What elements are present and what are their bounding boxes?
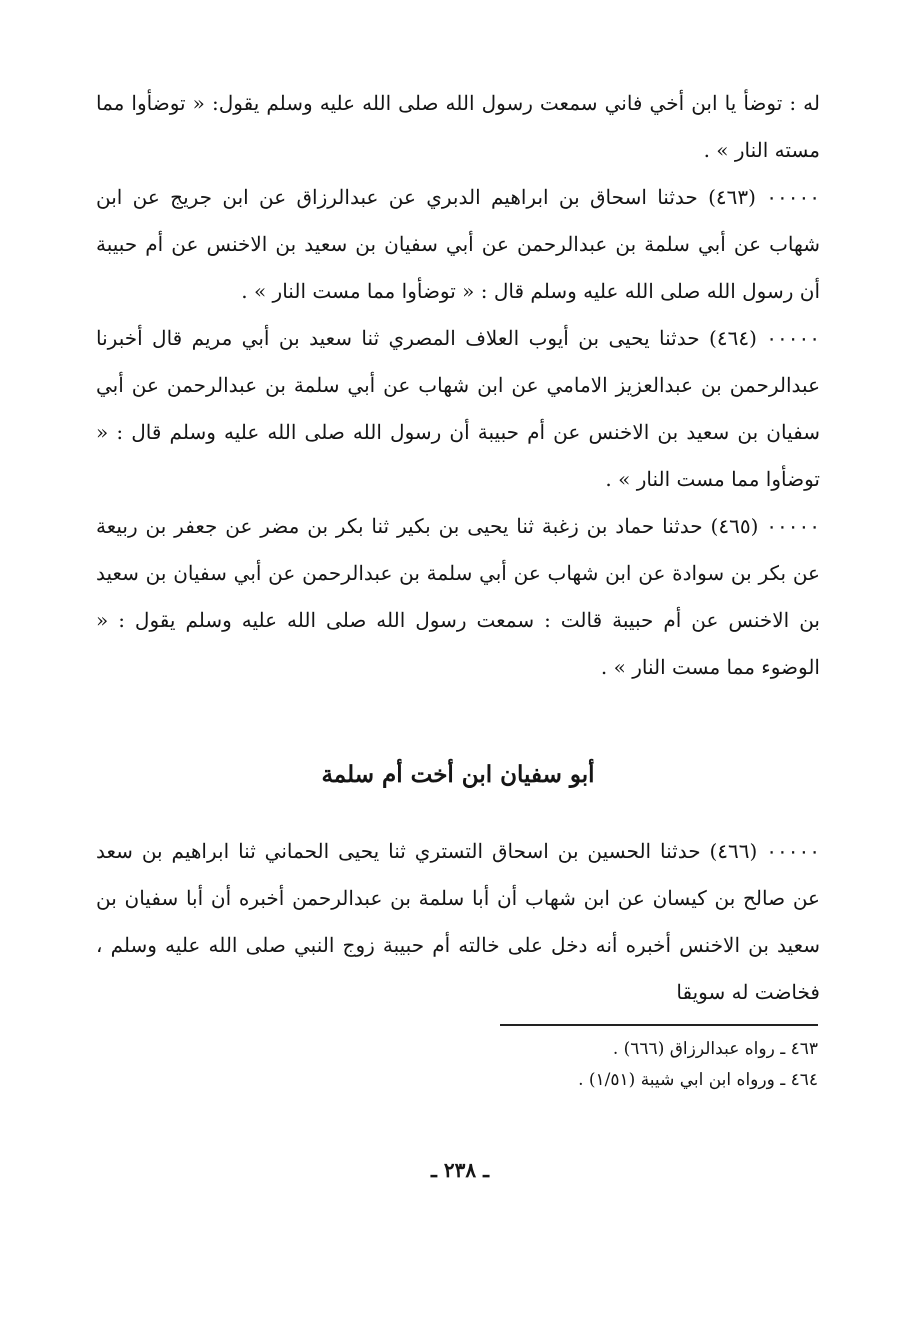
- footnotes: [300, 1034, 818, 1096]
- paragraph-1: له : توضأ يا ابن أخي فاني سمعت رسول الله صلى الله عليه وسلم يقول: « توضأوا مما مسته النار » .: [96, 91, 820, 162]
- section-text: [96, 828, 820, 1016]
- footnote-divider: [500, 1024, 818, 1026]
- footnote-464: ٤٦٤ ـ ورواه ابن ابي شيبة (١/٥١) .: [578, 1070, 818, 1090]
- page-number: ـ ٢٣٨ ـ: [431, 1158, 489, 1182]
- paragraph-5: ٠٠٠٠٠ (٤٦٦) حدثنا الحسين بن اسحاق التستري ثنا يحيى الحماني ثنا ابراهيم بن سعد عن صالح بن كيسان عن ابن شهاب أن أبا سلمة بن عبدالرحمن أخبره أن أبا سفيان بن سعيد بن الاخنس أخبره أنه دخل على خالته أم حبيبة زوج النبي صلى الله عليه وسلم ، فخاضت له سويقا: [96, 839, 820, 1004]
- main-text: [96, 80, 820, 691]
- paragraph-4: ٠٠٠٠٠ (٤٦٥) حدثنا حماد بن زغبة ثنا يحيى بن بكير ثنا بكر بن مضر عن جعفر بن ربيعة عن بكر بن سوادة عن ابن شهاب عن أبي سلمة بن عبدالرحمن عن أبي سفيان بن سعيد بن الاخنس عن أم حبيبة قالت : سمعت رسول الله صلى الله عليه وسلم يقول : « الوضوء مما مست النار » .: [96, 514, 820, 679]
- section-heading: أبو سفيان ابن أخت أم سلمة: [321, 761, 595, 788]
- paragraph-2: ٠٠٠٠٠ (٤٦٣) حدثنا اسحاق بن ابراهيم الدبري عن عبدالرزاق عن ابن جريج عن ابن شهاب عن أبي سلمة بن عبدالرحمن عن أبي سفيان بن سعيد بن الاخنس عن أم حبيبة أن رسول الله صلى الله عليه وسلم قال : « توضأوا مما مست النار » .: [96, 185, 821, 303]
- footnote-463: ٤٦٣ ـ رواه عبدالرزاق (٦٦٦) .: [612, 1039, 818, 1059]
- paragraph-3: ٠٠٠٠٠ (٤٦٤) حدثنا يحيى بن أيوب العلاف المصري ثنا سعيد بن أبي مريم قال أخبرنا عبدالرحمن بن عبدالعزيز الامامي عن ابن شهاب عن أبي سلمة بن عبدالرحمن عن أبي سفيان بن سعيد بن الاخنس عن أم حبيبة أن رسول الله صلى الله عليه وسلم قال : « توضأوا مما مست النار » .: [96, 326, 820, 491]
